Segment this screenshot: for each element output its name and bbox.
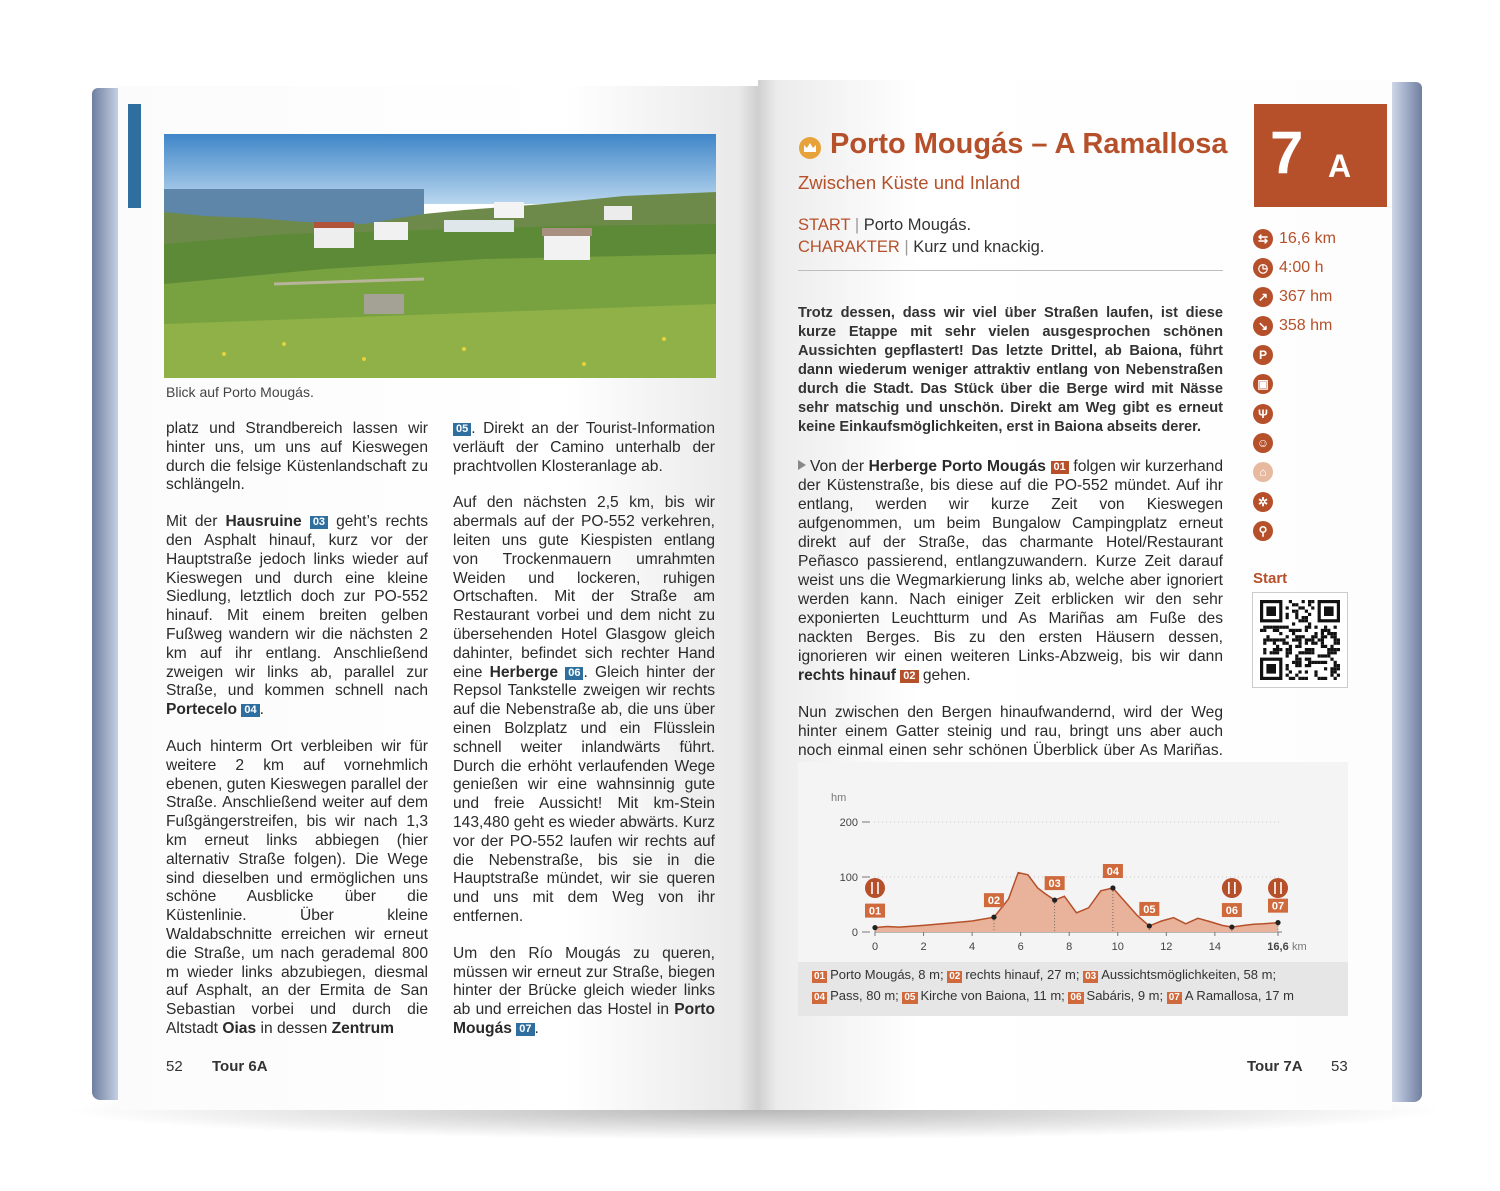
legend-text: Pass, 80 m; [830,988,903,1003]
x-tick-label: 8 [1066,941,1073,953]
paragraph: 05 . Direkt an der Tourist-Information verläuft der Camino unterhalb der prachtvollen Klosteranlage ab. [453,420,715,475]
legend-line [812,967,1348,983]
right-tour-label: Tour 7A [1247,1058,1303,1075]
left-column-1 [166,420,428,1057]
legend-badge: 02 [949,971,961,982]
feature-row [1253,432,1273,454]
start-label: Start [1253,570,1288,587]
distance-icon: ⇆ [1253,229,1273,249]
y-axis-label: hm [831,792,847,804]
paragraph: Auf den nächsten 2,5 km, bis wir abermals auf der PO-552 verkehren, leiten uns gute Kiespisten entlang von Trockenmauern umrahmten Weiden und lockeren, ruhigen Ortschaften. Mit der Straße am Restaurant vorbei und dem nicht zu übersehenden Hotel Glasgow gleich dahinter, befindet sich rechter Hand eine Herberge 06 . Gleich hinter der Repsol Tankstelle zweigen wir rechts auf die Nebenstraße ab, die uns über einen Bolzplatz und ein Flüsslein schnell weiter inlandwärts führt. Durch die erhöht verlaufenden Wege genießen wir eine wahnsinnig gute und freie Aussicht! Mit km-Stein 143,480 geht es wieder abwärts. Kurz vor der PO-552 laufen wir rechts auf die Nebenstraße, bis sie in die Hauptstraße mündet, wir sie queren und uns mit dem Weg von ihr entfernen. [453,494,715,925]
legend-badge: 04 [814,992,826,1003]
waypoint-marker [1052,898,1057,903]
restaurant-icon [1222,878,1242,898]
x-axis-label: km [1292,941,1307,953]
waypoint-marker [1275,920,1280,925]
right-page-number: 53 [1331,1058,1348,1075]
tour-number-badge [1254,104,1387,207]
legend-text: Porto Mougás, 8 m; [830,967,948,982]
bold-place: Hausruine [225,513,302,531]
waypoint-legend [798,962,1348,1016]
chapter-tab [128,104,141,208]
tour-subtitle: Zwischen Küste und Inland [798,172,1021,193]
header-rule [798,270,1223,271]
waypoint-marker [1147,923,1152,928]
start-key: START [798,216,851,234]
restaurant-icon [865,878,885,898]
bicycle-icon: ⚲ [1253,521,1273,541]
feature-row [1253,461,1273,483]
left-page-number: 52 [166,1058,183,1075]
snowflake-icon: ✲ [1253,492,1273,512]
paragraph: Mit der Hausruine 03 geht’s rechts den Asphalt hinauf, kurz vor der Hauptstraße jedoch links wieder auf Kieswegen und durch eine kleine Siedlung, letztlich doch zur PO-552 hinauf. Mit einem breiten gelben Fußweg wandern wir die nächsten 2 km auf ihr entlang. Anschließend zweigen wir links ab, parallel zur Straße, und kommen schnell nach Portecelo 04 . [166,513,428,719]
character-key: CHARAKTER [798,238,900,256]
waypoint-badge: 05 [453,423,471,436]
legend-text: Sabáris, 9 m; [1086,988,1167,1003]
crown-icon [799,137,821,159]
bold-place: rechts hinauf [798,667,896,684]
feature-row [1253,491,1273,513]
stat-value: 4:00 h [1279,259,1324,276]
bold-place: Zentrum [331,1019,394,1037]
picnic-icon: ⌂ [1253,462,1273,482]
legend-badge: 03 [1085,971,1097,982]
waypoint-badge: 07 [516,1023,534,1036]
x-tick-label: 12 [1160,941,1173,953]
stat-value: 16,6 km [1279,230,1336,247]
waypoint-badge: 03 [310,516,328,529]
x-tick-label: 0 [871,941,879,953]
waypoint-label: 03 [1048,878,1061,891]
waypoint-label: 07 [1271,900,1285,913]
x-tick-label: 6 [1017,941,1024,953]
legend-text: Aussichtsmöglichkeiten, 58 m; [1101,967,1277,982]
tour-title: Porto Mougás – A Ramallosa [830,128,1228,160]
waypoint-marker [1229,924,1234,929]
bold-place: Porto Mougás [453,1001,715,1037]
legend-badge: 06 [1070,992,1082,1003]
restaurant-icon: Ψ [1253,404,1273,424]
x-tick-label: 14 [1208,941,1222,953]
stat-row [1253,315,1332,337]
tour-letter: A [1328,148,1352,184]
stat-row [1253,257,1323,279]
x-tick-label: 10 [1111,941,1124,953]
bold-place: Herberge Porto Mougás [868,458,1046,475]
x-tick-label: 16,6 [1267,941,1289,953]
y-tick-label: 100 [839,872,858,884]
x-tick-label: 4 [969,941,976,953]
descent-icon: ↘ [1253,316,1273,336]
child-friendly-icon: ☺ [1253,433,1273,453]
stat-value: 367 hm [1279,288,1333,305]
right-body-text [798,457,1223,797]
start-value: Porto Mougás. [863,216,972,234]
left-column-2 [453,420,715,1057]
elevation-chart [798,762,1348,962]
character-line: CHARAKTER | Kurz und knackig. [798,238,1045,256]
start-line: START | Porto Mougás. [798,216,972,234]
qr-code[interactable] [1252,592,1348,688]
waypoint-badge: 06 [565,667,583,680]
feature-row [1253,373,1273,395]
bus-icon: ▣ [1253,374,1273,394]
feature-row [1253,520,1273,542]
paragraph: Nun zwischen den Bergen hinaufwandernd, wird der Weg hinter einem Gatter steinig und rau, bringt uns aber auch noch einmal einen sehr schönen Überblick über As Mariñas. [798,704,1223,759]
legend-line [812,988,1348,1004]
legend-badge: 05 [904,992,916,1003]
parking-icon: P [1253,345,1273,365]
play-icon [798,460,806,470]
waypoint-marker [1110,885,1115,890]
stat-value: 358 hm [1279,317,1333,334]
intro-text: Trotz dessen, dass wir viel über Straßen laufen, ist diese kurze Etappe mit sehr vielen ausgesprochen schönen Aussichten gepflastert! Das letzte Drittel, ab Baiona, führt dann wiederum weniger attraktiv entlang von Nebenstraßen durch die Stadt. Das Stück über die Berge wird mit Nässe sehr matschig und unschön. Direkt am Weg gibt es erneut keine Einkaufsmöglichkeiten, erst in Baiona abseits derer. [798,305,1223,435]
waypoint-badge: 01 [1051,461,1069,474]
tour-number: 7 [1270,119,1304,186]
y-tick-label: 200 [839,817,858,829]
y-tick-label: 0 [851,927,858,939]
paragraph: Auch hinterm Ort verbleiben wir für weitere 2 km auf vornehmlich ebenen, guten Kieswegen parallel der Straße. Anschließend weiter auf dem Fußgängerstreifen, bis wir nach 1,3 km erneut links abbiegen (hier alternativ Straße folgen). Die Wege sind dieselben und ermöglichen uns schöne Ausblicke über die Küstenlinie. Über kleine Waldabschnitte erreichen wir erneut die Straße, um nach gerademal 800 m wieder links abzubiegen, diesmal auf Asphalt, an der Ermita de San Sebastian vorbei und durch die Altstadt Oias in dessen Zentrum [166,737,428,1037]
legend-text: rechts hinauf, 27 m; [965,967,1084,982]
waypoint-label: 05 [1143,903,1156,916]
waypoint-label: 04 [1106,866,1120,878]
paragraph: Von der Herberge Porto Mougás 01 folgen wir kurzerhand der Küstenstraße, bis diese auf die PO-552 mündet. Auf ihr entlang, werden wir kurze Zeit von Kieswegen aufgenommen, um beim Bungalow Campingplatz erneut direkt auf der Straße, das charmante Hotel/Restaurant Peñasco passierend, entlangzuwandern. Kurze Zeit darauf weist uns die Wegmarkierung links ab, welche aber ignoriert werden kann. Nach einiger Zeit erblicken wir den sehr exponierten Leuchtturm und As Mariñas am Fuße des nackten Berges. Bis zu den ersten Häusern dessen, ignorieren wir einen weiteren Links-Abzweig, bis wir dann rechts hinauf 02 gehen. [798,458,1223,684]
left-tour-label: Tour 6A [212,1058,268,1075]
bold-place: Oias [222,1019,257,1037]
waypoint-label: 02 [987,895,1001,908]
waypoint-marker [991,915,996,920]
waypoint-badge: 04 [241,704,259,717]
legend-badge: 01 [814,971,826,982]
legend-text: A Ramallosa, 17 m [1184,988,1294,1003]
x-tick-label: 2 [920,941,927,953]
photo-caption: Blick auf Porto Mougás. [166,384,314,400]
character-value: Kurz und knackig. [913,238,1045,256]
elevation-area [875,873,1278,932]
waypoint-label: 06 [1225,905,1238,918]
feature-row [1253,344,1273,366]
paragraph: platz und Strandbereich lassen wir hinter uns, um uns auf Kieswegen durch die felsige Küstenlandschaft zu schlängeln. [166,420,428,494]
clock-icon: ◷ [1253,258,1273,278]
stat-row [1253,228,1336,250]
waypoint-badge: 02 [900,670,918,683]
photo-porto-mougas [164,134,716,378]
legend-badge: 07 [1168,992,1180,1003]
legend-text: Kirche von Baiona, 11 m; [920,988,1069,1003]
waypoint-marker [872,925,877,930]
restaurant-icon [1268,878,1288,898]
paragraph: Um den Río Mougás zu queren, müssen wir erneut zur Straße, biegen hinter der Brücke gleich wieder links ab und erreichen das Hostel in Porto Mougás 07 . [453,944,715,1037]
ascent-icon: ↗ [1253,287,1273,307]
stat-row [1253,286,1332,308]
waypoint-label: 01 [868,905,882,918]
bold-place: Herberge [489,663,559,681]
feature-row [1253,403,1273,425]
bold-place: Portecelo [166,701,238,719]
